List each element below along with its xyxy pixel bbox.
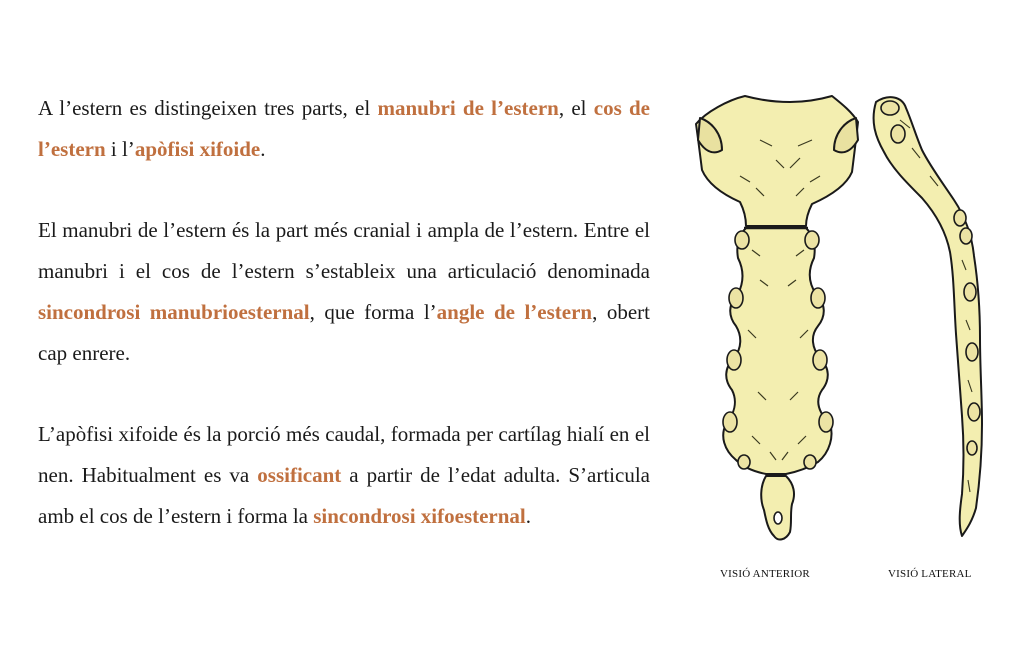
text-run: L’apòfisi xifoide és la porció més caudal, formada per cartílag hialí en el nen. Habitualment es va (38, 422, 650, 487)
text-run: , el (558, 96, 594, 120)
paragraph-manubri (38, 210, 650, 374)
text-run: El manubri de l’estern és la part més cranial i ampla de l’estern. Entre el manubri i el cos de l’estern s’estableix una articulació denominada (38, 218, 650, 283)
paragraph-xifoide (38, 414, 650, 537)
sternum-lateral-view (874, 97, 982, 536)
term-cos-estern[interactable]: cos de l’estern (38, 96, 651, 161)
term-manubri[interactable]: manubri de l’estern (377, 96, 559, 120)
lateral-outline (874, 97, 982, 536)
term-sincondrosi-xifoesternal[interactable]: sincondrosi xifoesternal (313, 504, 526, 528)
text-run: . (525, 504, 532, 528)
text-run: , que forma l’ (309, 300, 437, 324)
term-ossificant[interactable]: ossificant (257, 463, 342, 487)
xiphoid-foramen (774, 512, 782, 524)
sternum-illustration (690, 88, 1010, 558)
body-text (38, 88, 650, 577)
text-run: A l’estern es distingeixen tres parts, el (38, 96, 378, 120)
caption-lateral: VISIÓ LATERAL (888, 568, 972, 580)
term-sincondrosi-manubrioesternal[interactable]: sincondrosi manubrioesternal (38, 300, 310, 324)
text-run: , obert cap enrere. (38, 300, 650, 365)
paragraph-parts (38, 88, 650, 170)
text-run: a partir de l’edat adulta. S’articula amb el cos de l’estern i forma la (38, 463, 650, 528)
sternal-body-shape (723, 228, 831, 474)
sternum-anterior-view (696, 96, 858, 539)
text-run: . (260, 137, 266, 161)
term-angle-estern[interactable]: angle de l’estern (436, 300, 593, 324)
text-run: i l’ (105, 137, 135, 161)
xiphoid-shape (761, 476, 794, 539)
term-apofisi-xifoide[interactable]: apòfisi xifoide (134, 137, 261, 161)
caption-anterior: VISIÓ ANTERIOR (720, 568, 810, 580)
